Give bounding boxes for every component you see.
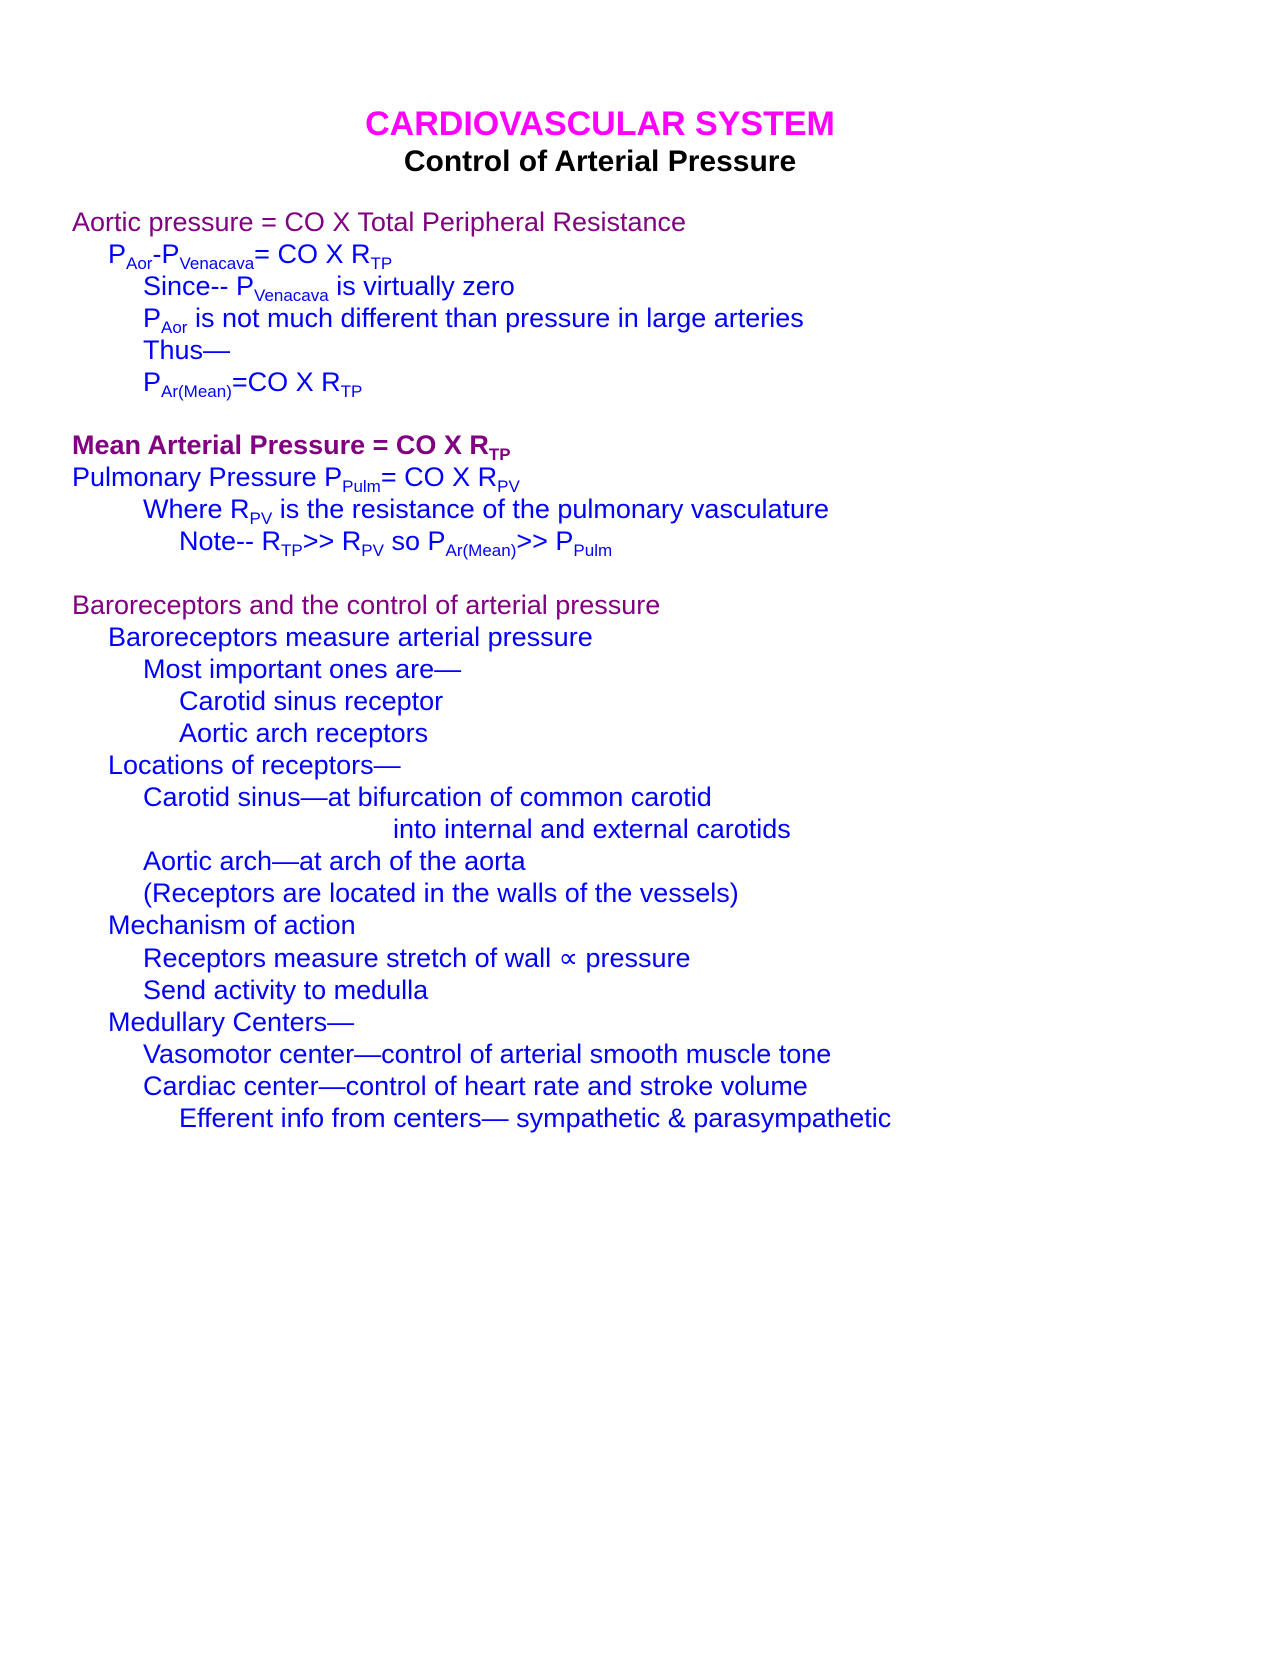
page-title: CARDIOVASCULAR SYSTEM: [365, 105, 835, 143]
thus-line: Thus—: [143, 335, 231, 365]
resistance-note: Note-- $R_{TP}>> R_{PV}$ so $P_{Ar(Mean)}>> P_{Pulm}$: [179, 526, 613, 560]
outline-line: into internal and external carotids: [393, 814, 791, 844]
outline-line: Efferent info from centers— sympathetic & parasympathetic: [179, 1103, 892, 1133]
outline-line: Mechanism of action: [108, 910, 356, 940]
outline-line: Carotid sinus receptor: [179, 686, 444, 716]
outline-line: Aortic arch receptors: [179, 718, 429, 748]
outline-line: Carotid sinus—at bifurcation of common carotid: [143, 782, 712, 812]
paor-note: $P_{Aor}$ is not much different than pressure in large arteries: [143, 303, 804, 337]
mean-arterial-pressure-heading: Mean Arterial Pressure = CO X $R_{TP}$: [72, 430, 511, 464]
mean-pressure-equation: $P_{Ar(Mean)}=CO$ X $R_{TP}$: [143, 367, 363, 401]
rpv-definition: Where $R_{PV}$ is the resistance of the pulmonary vasculature: [143, 494, 830, 528]
baroreceptors-heading: Baroreceptors and the control of arterial pressure: [72, 590, 661, 620]
page-subtitle: Control of Arterial Pressure: [403, 145, 797, 178]
outline-line: Vasomotor center—control of arterial smooth muscle tone: [143, 1039, 832, 1069]
venacava-note: Since-- $P_{Venacava}$ is virtually zero: [143, 271, 515, 305]
outline-line: (Receptors are located in the walls of the vessels): [143, 878, 739, 908]
outline-line: Send activity to medulla: [143, 975, 429, 1005]
outline-line: Baroreceptors measure arterial pressure: [108, 622, 593, 652]
outline-line: Medullary Centers—: [108, 1007, 355, 1037]
outline-line: Aortic arch—at arch of the aorta: [143, 846, 526, 876]
outline-line: Receptors measure stretch of wall ∝ pressure: [143, 943, 691, 973]
aortic-pressure-heading: Aortic pressure = CO X Total Peripheral Resistance: [72, 207, 687, 237]
outline-line: Cardiac center—control of heart rate and stroke volume: [143, 1071, 808, 1101]
pulmonary-pressure-equation: Pulmonary Pressure $P_{Pulm}=$ CO X $R_{PV}$: [72, 462, 520, 496]
outline-line: Most important ones are—: [143, 654, 462, 684]
outline-line: Locations of receptors—: [108, 750, 401, 780]
aortic-equation: $P_{Aor}-P_{Venacava}=$ CO X $R_{TP}$: [108, 239, 393, 273]
